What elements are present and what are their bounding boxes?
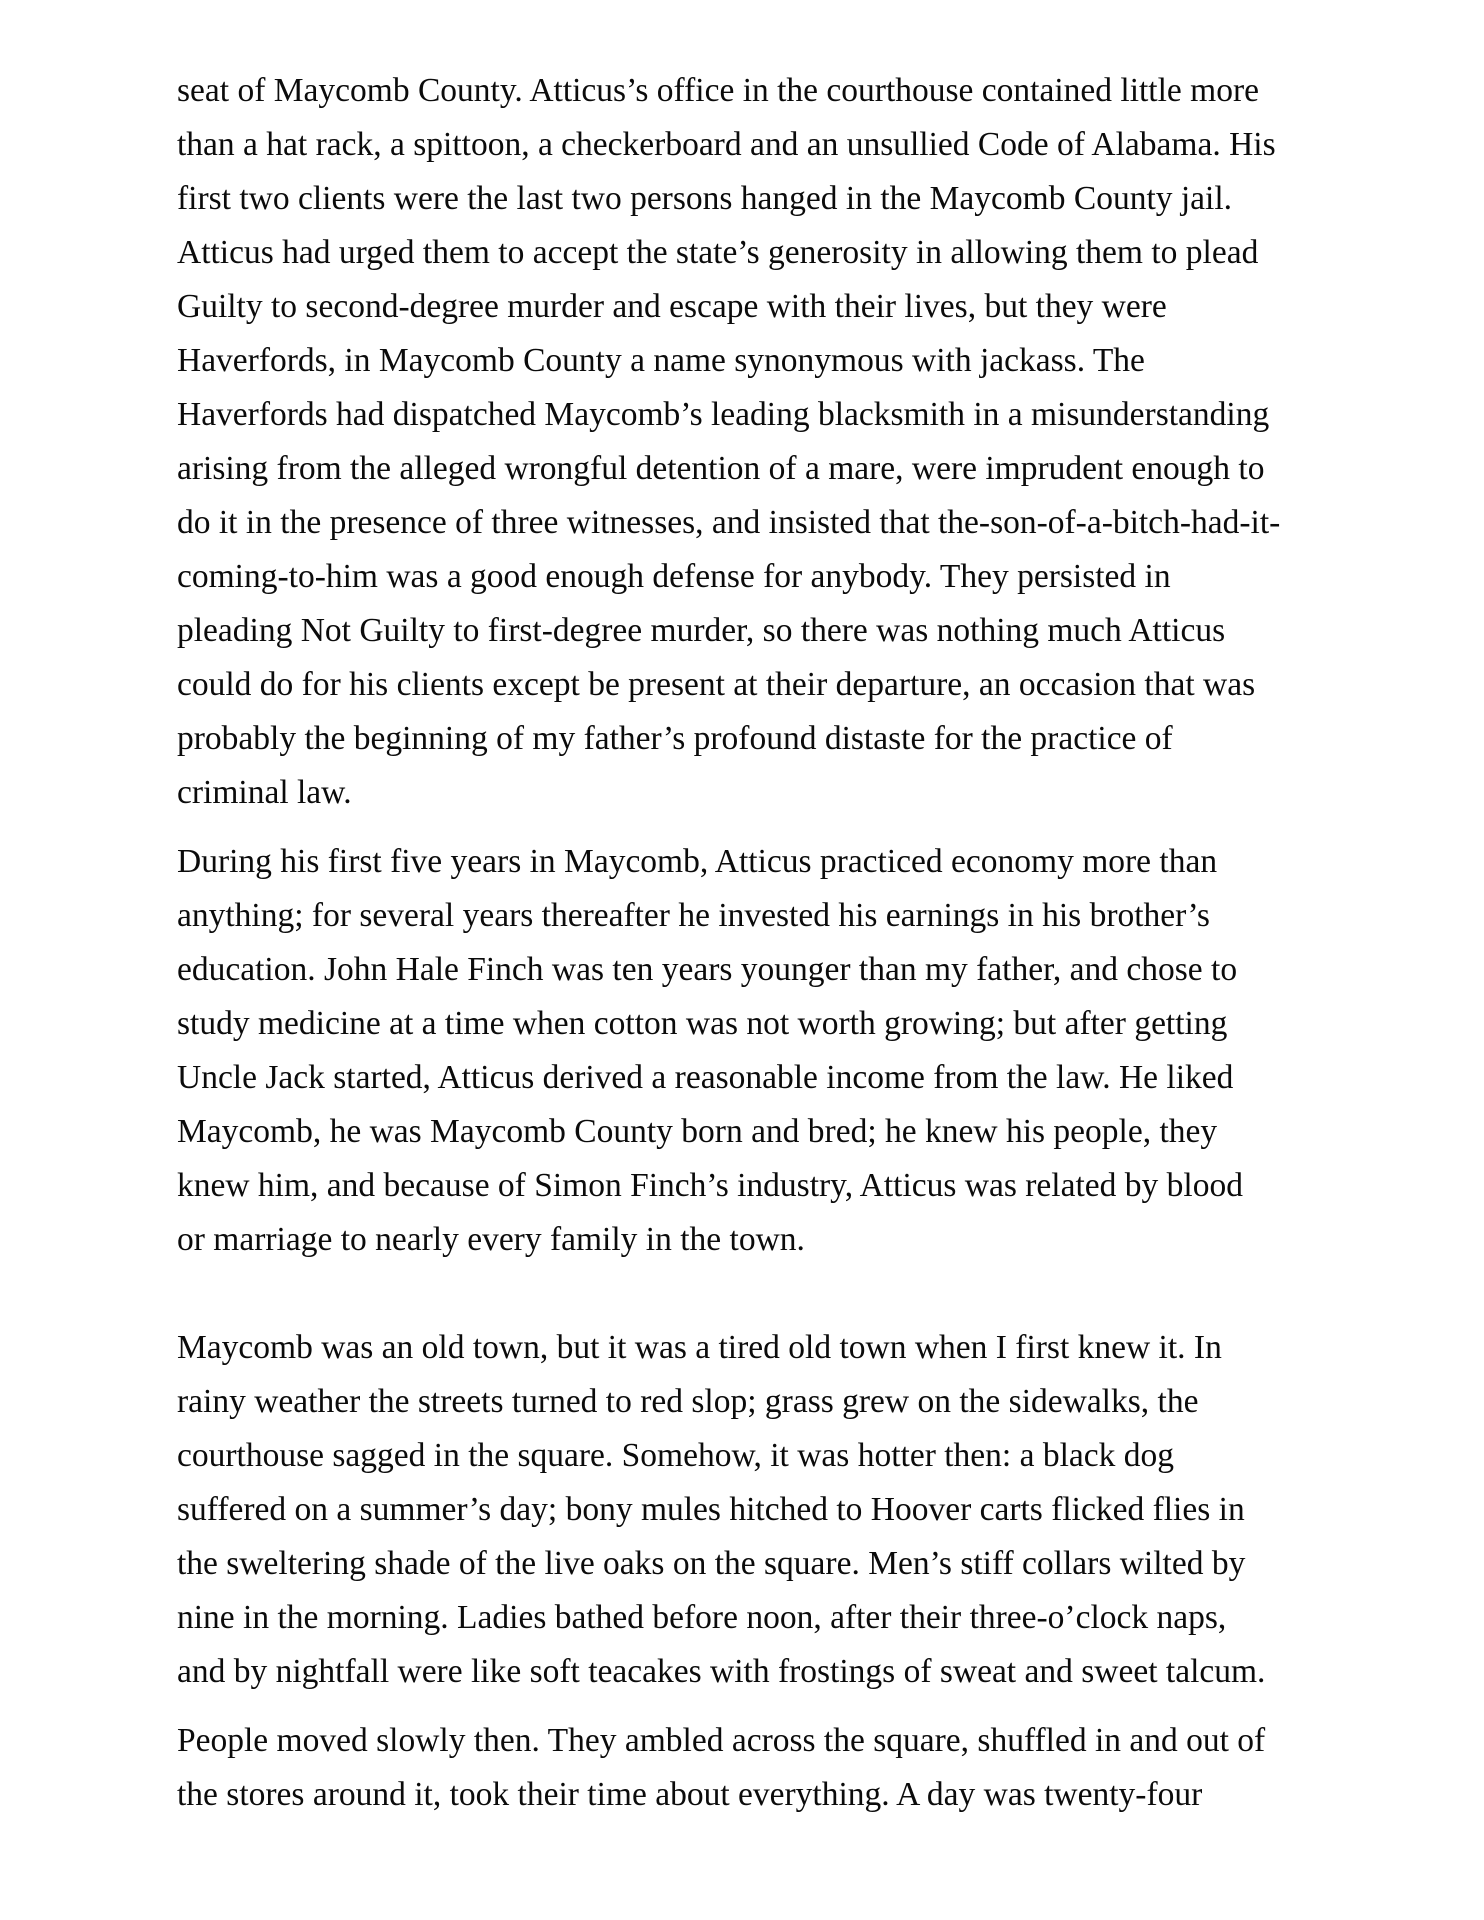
text-line: first two clients were the last two persons hanged in the Maycomb County jail. [177,180,1233,217]
text-line: arising from the alleged wrongful detention of a mare, were imprudent enough to [177,450,1265,487]
text-line: Maycomb, he was Maycomb County born and bred; he knew his people, they [177,1113,1218,1150]
text-line: Guilty to second-degree murder and escape with their lives, but they were [177,288,1167,325]
text-line: suffered on a summer’s day; bony mules hitched to Hoover carts flicked flies in [177,1491,1245,1528]
paragraph [177,835,1344,1267]
text-line: rainy weather the streets turned to red slop; grass grew on the sidewalks, the [177,1383,1199,1420]
text-line: courthouse sagged in the square. Somehow, it was hotter then: a black dog [177,1437,1175,1474]
text-line: People moved slowly then. They ambled across the square, shuffled in and out of [177,1722,1266,1759]
text-line: knew him, and because of Simon Finch’s industry, Atticus was related by blood [177,1167,1243,1204]
text-line: or marriage to nearly every family in the town. [177,1221,805,1258]
text-line: anything; for several years thereafter he invested his earnings in his brother’s [177,897,1210,934]
paragraph [177,1714,1344,1822]
text-line: During his first five years in Maycomb, Atticus practiced economy more than [177,843,1218,880]
text-line: seat of Maycomb County. Atticus’s office in the courthouse contained little more [177,72,1259,109]
text-line: Maycomb was an old town, but it was a tired old town when I first knew it. In [177,1329,1222,1366]
text-line: the stores around it, took their time about everything. A day was twenty-four [177,1776,1203,1813]
paragraph [177,1321,1344,1699]
text-line: do it in the presence of three witnesses, and insisted that the-son-of-a-bitch-had-it- [177,504,1281,541]
text-line: and by nightfall were like soft teacakes with frostings of sweat and sweet talcum. [177,1653,1266,1690]
text-line: could do for his clients except be present at their departure, an occasion that was [177,666,1256,703]
body-text [177,64,1344,1822]
text-line: nine in the morning. Ladies bathed before noon, after their three-o’clock naps, [177,1599,1227,1636]
text-line: probably the beginning of my father’s profound distaste for the practice of [177,720,1173,757]
text-line: Atticus had urged them to accept the state’s generosity in allowing them to plead [177,234,1259,271]
text-line: Haverfords had dispatched Maycomb’s leading blacksmith in a misunderstanding [177,396,1270,433]
text-line: study medicine at a time when cotton was not worth growing; but after getting [177,1005,1228,1042]
paragraph [177,64,1344,820]
text-line: pleading Not Guilty to first-degree murder, so there was nothing much Atticus [177,612,1226,649]
text-line: education. John Hale Finch was ten years younger than my father, and chose to [177,951,1238,988]
text-line: coming-to-him was a good enough defense for anybody. They persisted in [177,558,1171,595]
text-line: than a hat rack, a spittoon, a checkerboard and an unsullied Code of Alabama. His [177,126,1276,163]
text-line: Uncle Jack started, Atticus derived a reasonable income from the law. He liked [177,1059,1234,1096]
text-line: the sweltering shade of the live oaks on the square. Men’s stiff collars wilted by [177,1545,1246,1582]
text-line: criminal law. [177,774,352,811]
text-line: Haverfords, in Maycomb County a name synonymous with jackass. The [177,342,1145,379]
